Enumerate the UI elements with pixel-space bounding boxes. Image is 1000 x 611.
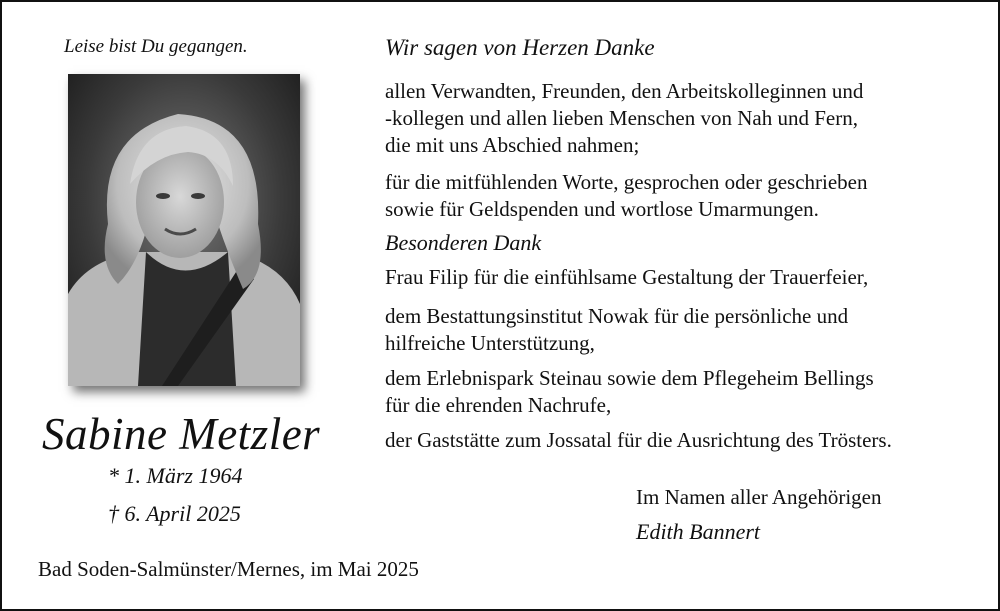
motto: Leise bist Du gegangen. (64, 36, 248, 57)
text-line: dem Erlebnispark Steinau sowie dem Pflegeheim Bellings (385, 366, 874, 390)
special-thanks-item-1 (385, 264, 868, 291)
text-line: Frau Filip für die einfühlsame Gestaltung der Trauerfeier, (385, 265, 869, 289)
text-line: für die mitfühlenden Worte, gesprochen oder geschrieben (385, 170, 868, 194)
text-line: -kollegen und allen lieben Menschen von Nah und Fern, (385, 106, 858, 130)
text-line: die mit uns Abschied nahmen; (385, 133, 640, 157)
text-line: der Gaststätte zum Jossatal für die Ausrichtung des Trösters. (385, 428, 892, 452)
text-line: hilfreiche Unterstützung, (385, 331, 595, 355)
special-thanks-item-4 (385, 427, 892, 454)
death-date: † 6. April 2025 (108, 501, 241, 526)
thanks-paragraph-2 (385, 169, 868, 223)
text-line: allen Verwandten, Freunden, den Arbeitskolleginnen und (385, 79, 864, 103)
special-thanks-item-3 (385, 365, 874, 419)
signature-line: Im Namen aller Angehörigen (636, 485, 882, 509)
signature-name: Edith Bannert (636, 519, 761, 544)
thanks-paragraph-1 (385, 78, 863, 159)
thanks-heading: Wir sagen von Herzen Danke (385, 35, 655, 60)
birth-date: * 1. März 1964 (108, 463, 243, 488)
deceased-name: Sabine Metzler (42, 409, 321, 459)
place-date: Bad Soden-Salmünster/Mernes, im Mai 2025 (38, 557, 419, 581)
special-thanks-item-2 (385, 303, 848, 357)
text-line: dem Bestattungsinstitut Nowak für die persönliche und (385, 304, 849, 328)
special-thanks-heading: Besonderen Dank (385, 230, 542, 255)
text-line: für die ehrenden Nachrufe, (385, 393, 612, 417)
portrait-photo (68, 74, 300, 386)
portrait-image (68, 74, 300, 386)
text-line: sowie für Geldspenden und wortlose Umarmungen. (385, 197, 819, 221)
